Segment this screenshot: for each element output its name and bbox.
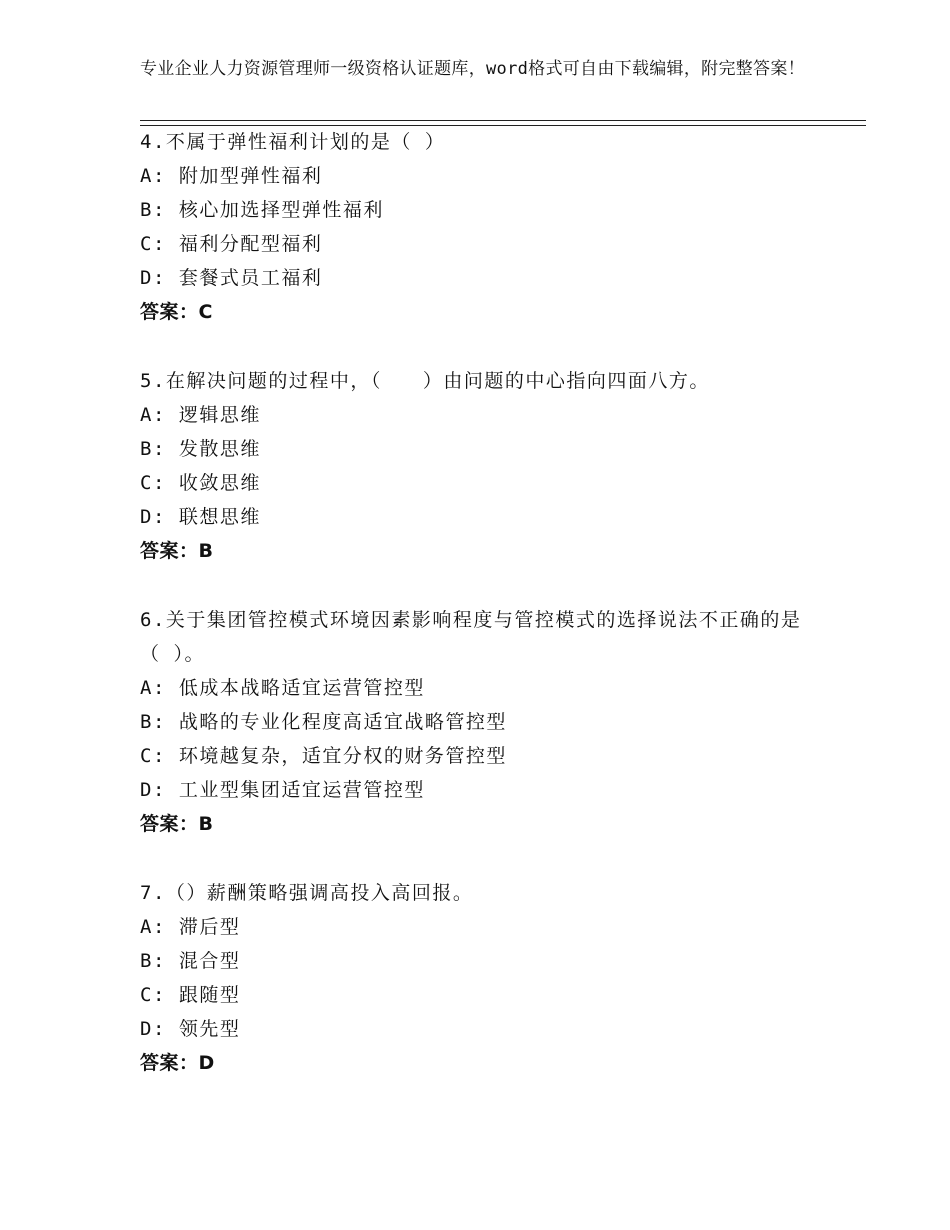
option-c: C: 福利分配型福利 <box>140 233 323 255</box>
answer: 答案：B <box>140 813 214 835</box>
answer: 答案：C <box>140 301 213 323</box>
question-7 <box>140 876 840 1080</box>
question-6 <box>140 603 840 841</box>
question-stem: 5.在解决问题的过程中，（ ）由问题的中心指向四面八方。 <box>140 370 710 392</box>
answer: 答案：D <box>140 1052 215 1074</box>
option-b: B: 发散思维 <box>140 438 261 460</box>
option-c: C: 环境越复杂，适宜分权的财务管控型 <box>140 745 507 767</box>
question-stem: 7.（）薪酬策略强调高投入高回报。 <box>140 882 474 904</box>
question-stem: 4.不属于弹性福利计划的是（ ） <box>140 131 446 153</box>
option-a: A: 低成本战略适宜运营管控型 <box>140 677 425 699</box>
option-a: A: 附加型弹性福利 <box>140 165 323 187</box>
option-c: C: 跟随型 <box>140 984 241 1006</box>
option-b: B: 核心加选择型弹性福利 <box>140 199 384 221</box>
option-b: B: 混合型 <box>140 950 241 972</box>
option-d: D: 工业型集团适宜运营管控型 <box>140 779 425 801</box>
answer: 答案：B <box>140 540 214 562</box>
option-d: D: 联想思维 <box>140 506 261 528</box>
option-c: C: 收敛思维 <box>140 472 261 494</box>
option-a: A: 滞后型 <box>140 916 241 938</box>
option-b: B: 战略的专业化程度高适宜战略管控型 <box>140 711 507 733</box>
option-a: A: 逻辑思维 <box>140 404 261 426</box>
question-4 <box>140 125 840 329</box>
option-d: D: 领先型 <box>140 1018 241 1040</box>
question-5 <box>140 364 840 568</box>
question-stem: 6.关于集团管控模式环境因素影响程度与管控模式的选择说法不正确的是（ ）。 <box>140 609 802 665</box>
header-title: 专业企业人力资源管理师一级资格认证题库，word格式可自由下载编辑，附完整答案！ <box>140 59 805 79</box>
option-d: D: 套餐式员工福利 <box>140 267 323 289</box>
